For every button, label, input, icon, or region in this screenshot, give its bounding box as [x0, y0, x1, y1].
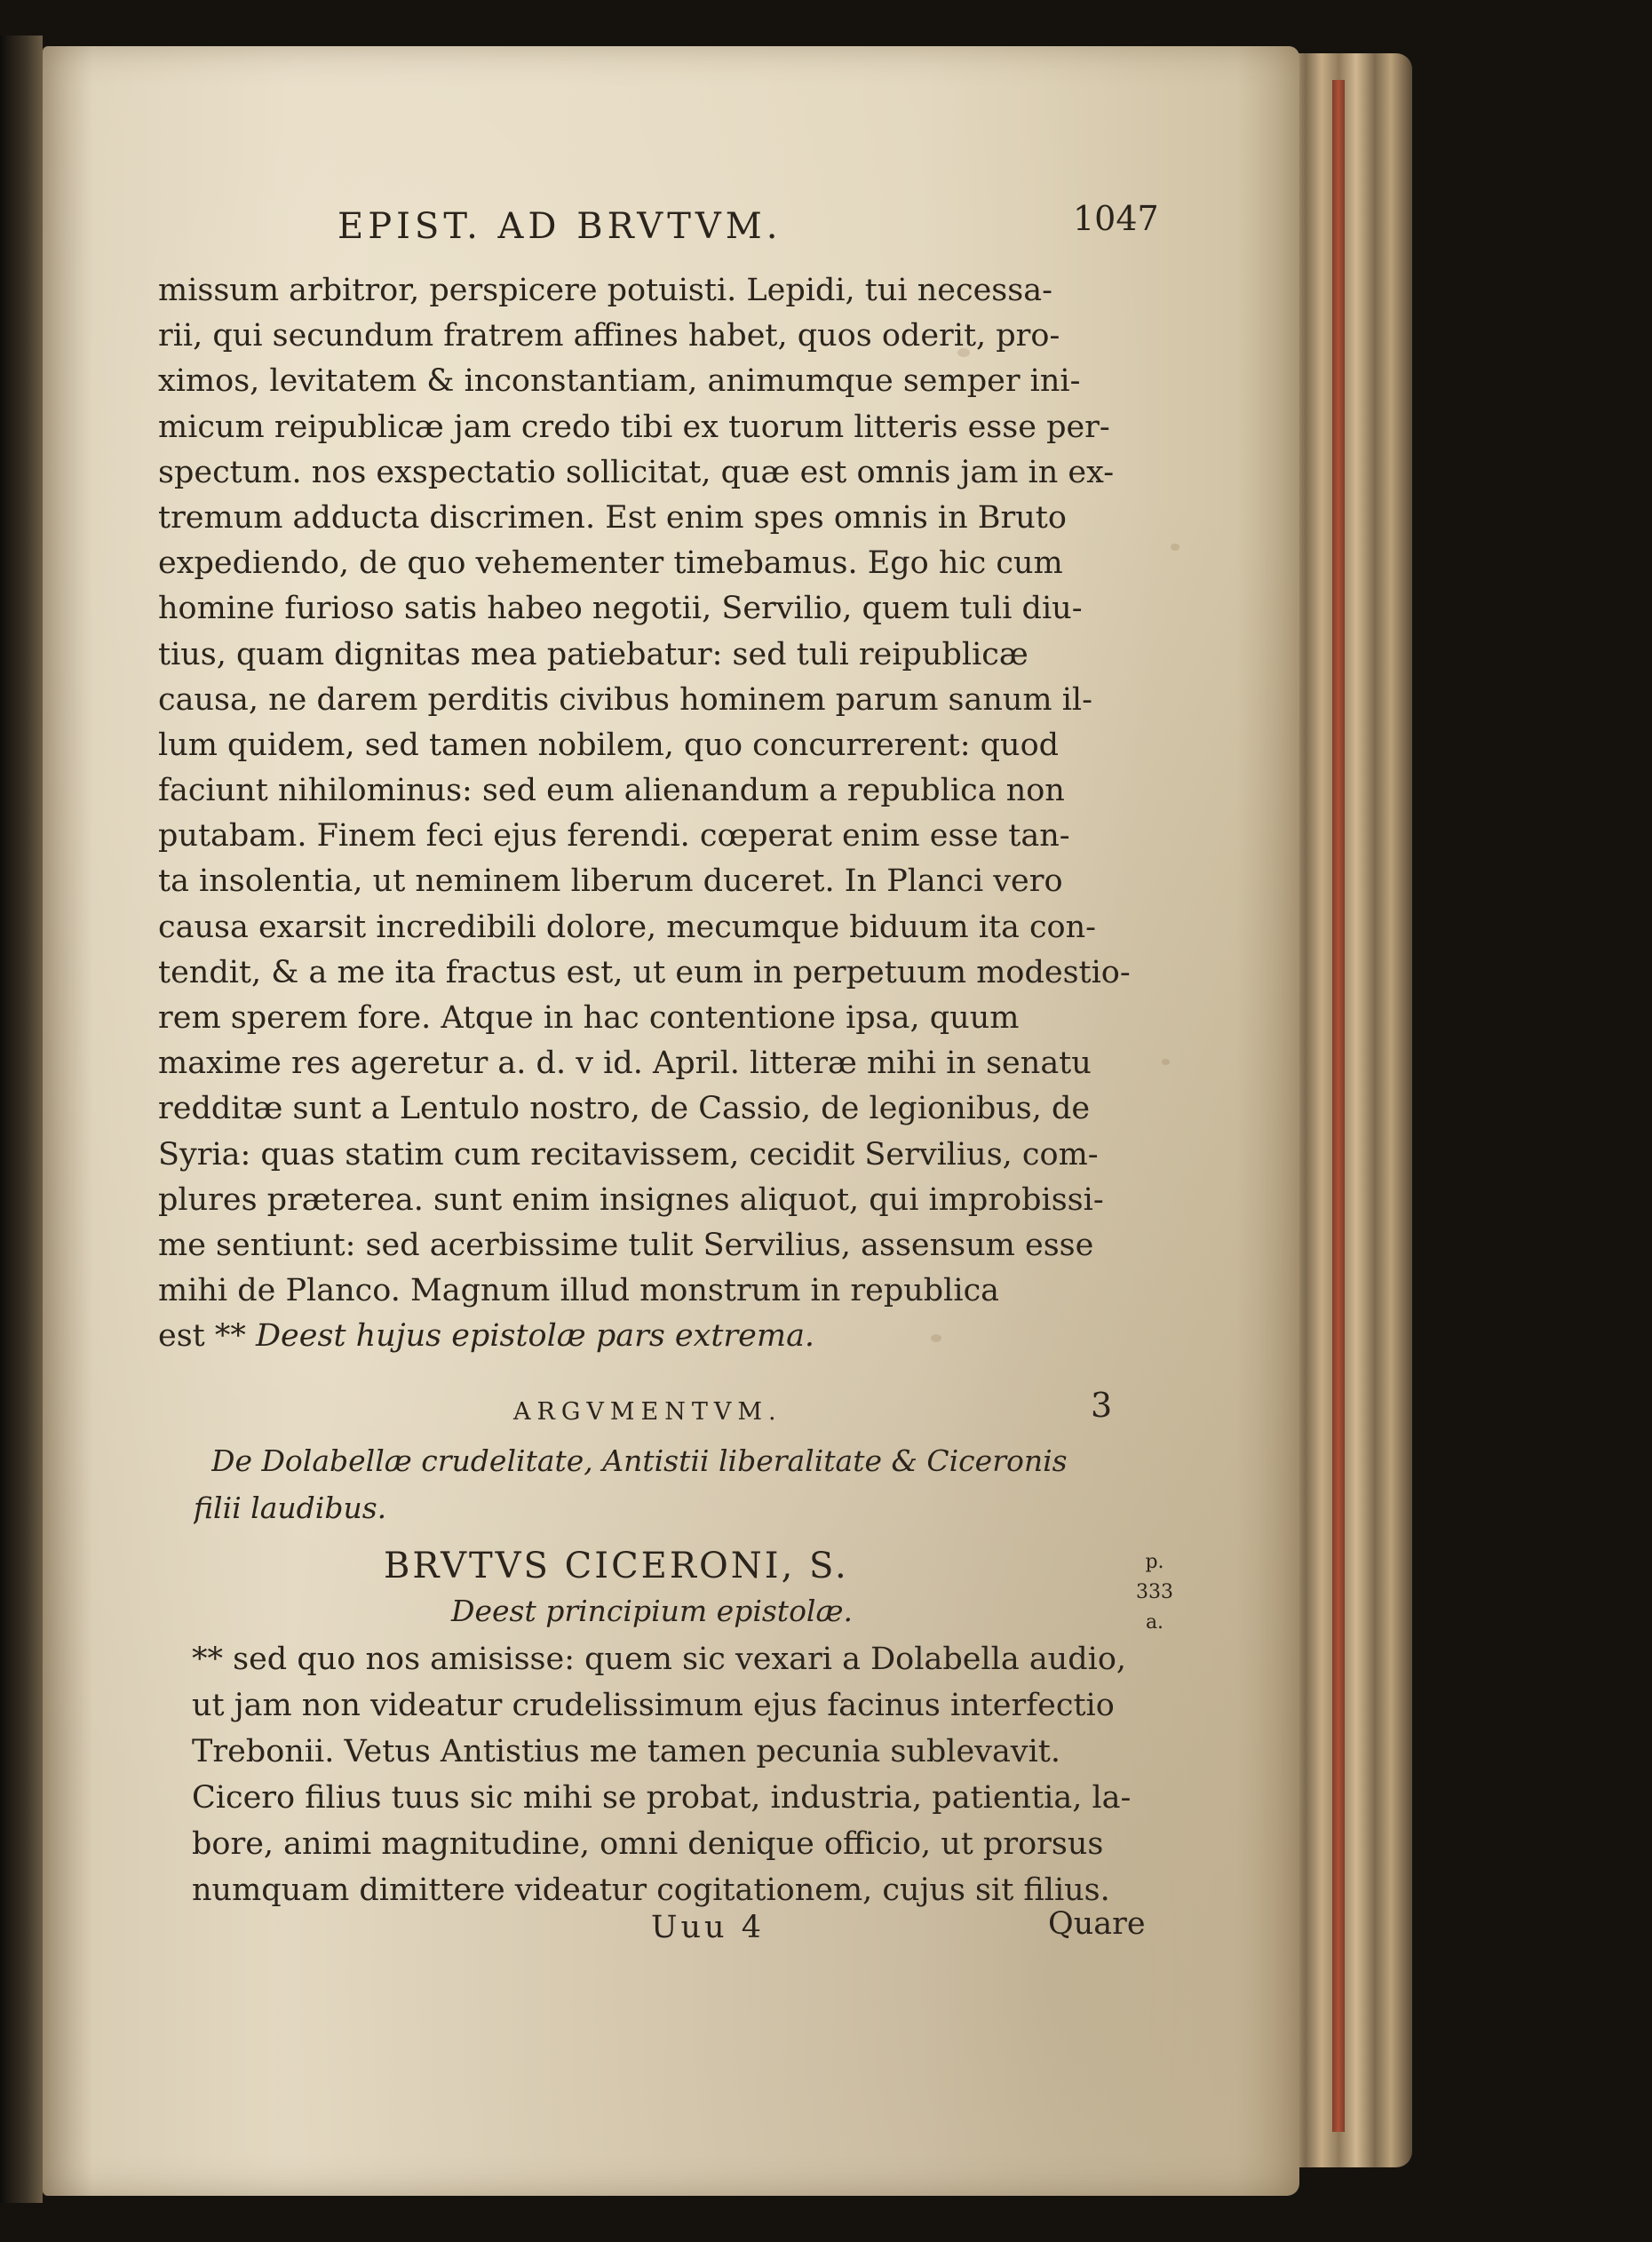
- text-line: tius, quam dignitas mea patiebatur: sed tuli reipublicæ: [158, 636, 1029, 672]
- margin-note-line: p.: [1145, 1551, 1164, 1573]
- margin-note-line: a.: [1145, 1611, 1164, 1634]
- signature-mark: Uuu 4: [651, 1910, 765, 1945]
- letter-salutation: BRVTVS CICERONI, S.: [384, 1546, 849, 1586]
- text-line: est ** Deest hujus epistolæ pars extrema.: [158, 1318, 815, 1355]
- text-line: causa, ne darem perditis civibus hominem parum sanum il-: [158, 681, 1092, 718]
- text-line: ta insolentia, ut neminem liberum duceret. In Planci vero: [158, 863, 1063, 900]
- running-head: EPIST. AD BRVTVM.: [338, 206, 782, 247]
- foxing-spot: [1162, 1059, 1170, 1065]
- text-line: bore, animi magnitudine, omni denique officio, ut prorsus: [192, 1826, 1104, 1862]
- text-line: numquam dimittere videatur cogitationem, cujus sit filius.: [192, 1872, 1110, 1908]
- argument-line: De Dolabellæ crudelitate, Antistii liberalitate & Ciceronis: [211, 1443, 1068, 1478]
- text-line: Cicero filius tuus sic mihi se probat, industria, patientia, la-: [192, 1780, 1132, 1816]
- text-line: me sentiunt: sed acerbissime tulit Servilius, assensum esse: [158, 1227, 1094, 1263]
- text-line: tendit, & a me ita fractus est, ut eum in perpetuum modestio-: [158, 954, 1131, 990]
- missing-beginning-note: Deest principium epistolæ.: [451, 1594, 853, 1628]
- text-line: ximos, levitatem & inconstantiam, animumque semper ini-: [158, 363, 1081, 400]
- argument-number: 3: [1091, 1386, 1113, 1425]
- text-line: plures præterea. sunt enim insignes aliquot, qui improbissi-: [158, 1181, 1104, 1218]
- text-line: ** sed quo nos amisisse: quem sic vexari a Dolabella audio,: [192, 1642, 1127, 1677]
- text-line: causa exarsit incredibili dolore, mecumque biduum ita con-: [158, 909, 1096, 945]
- text-line: redditæ sunt a Lentulo nostro, de Cassio, de legionibus, de: [158, 1091, 1091, 1127]
- text-line: mihi de Planco. Magnum illud monstrum in republica: [158, 1273, 1000, 1309]
- book-page: [43, 46, 1299, 2196]
- text-line: Trebonii. Vetus Antistius me tamen pecunia sublevavit.: [192, 1734, 1060, 1769]
- text-line: Syria: quas statim cum recitavissem, cecidit Servilius, com-: [158, 1136, 1099, 1173]
- facing-page-edge: [0, 36, 43, 2203]
- text-line: homine furioso satis habeo negotii, Servilio, quem tuli diu-: [158, 591, 1083, 627]
- letter-body: [158, 268, 1153, 1360]
- foxing-spot: [1171, 544, 1179, 551]
- text-line: micum reipublicæ jam credo tibi ex tuorum litteris esse per-: [158, 409, 1110, 445]
- margin-note-line: 333: [1136, 1581, 1173, 1603]
- text-line: ut jam non videatur crudelissimum ejus facinus interfectio: [192, 1688, 1115, 1723]
- page-number: 1047: [1073, 199, 1159, 238]
- second-letter-body: [192, 1636, 1178, 1913]
- text-line: expediendo, de quo vehementer timebamus. Ego hic cum: [158, 545, 1063, 582]
- text-line: spectum. nos exspectatio sollicitat, quæ est omnis jam in ex-: [158, 454, 1115, 490]
- text-line: rii, qui secundum fratrem affines habet, quos oderit, pro-: [158, 318, 1060, 354]
- text-line: missum arbitror, perspicere potuisti. Lepidi, tui necessa-: [158, 273, 1052, 308]
- text-line: tremum adducta discrimen. Est enim spes omnis in Bruto: [158, 499, 1067, 536]
- text-line: lum quidem, sed tamen nobilem, quo concurrerent: quod: [158, 727, 1060, 763]
- text-line: maxime res ageretur a. d. v id. April. litteræ mihi in senatu: [158, 1045, 1092, 1082]
- text-line: faciunt nihilominus: sed eum alienandum a republica non: [158, 773, 1065, 809]
- catchword: Quare: [1048, 1906, 1146, 1942]
- red-sprinkled-edge: [1332, 80, 1345, 2132]
- text-line: rem sperem fore. Atque in hac contentione ipsa, quum: [158, 1000, 1020, 1036]
- argument-summary: [194, 1437, 1171, 1531]
- text-line: putabam. Finem feci ejus ferendi. cœperat enim esse tan-: [158, 818, 1070, 855]
- argument-heading: ARGVMENTVM.: [513, 1398, 782, 1426]
- margin-reference: [1128, 1547, 1181, 1638]
- argument-line: filii laudibus.: [194, 1491, 387, 1525]
